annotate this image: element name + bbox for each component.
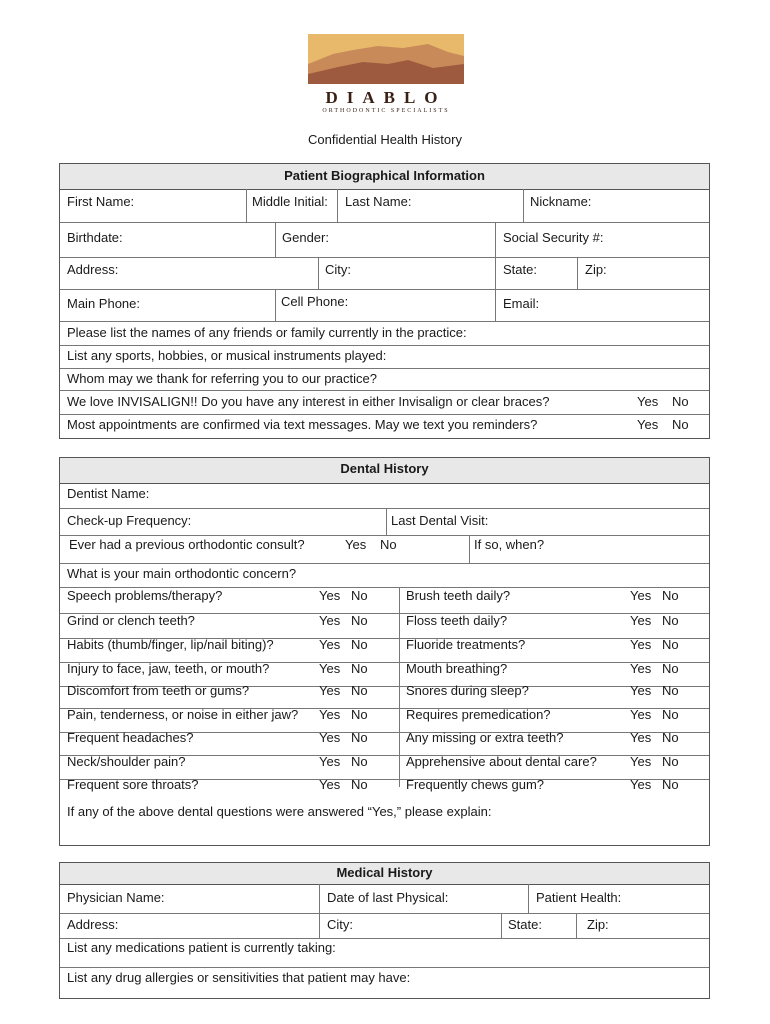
patient-health-field[interactable]: Patient Health: <box>536 890 622 905</box>
dental-left-yes[interactable]: Yes <box>319 637 341 652</box>
dental-right-yes[interactable]: Yes <box>630 707 652 722</box>
dental-right-no[interactable]: No <box>662 588 679 603</box>
prev-consult-question: Ever had a previous orthodontic consult? <box>69 537 305 552</box>
dental-question-right: Apprehensive about dental care? <box>406 754 597 769</box>
medical-header: Medical History <box>60 863 709 885</box>
cell-phone-field[interactable]: Cell Phone: <box>281 294 349 309</box>
dental-right-no[interactable]: No <box>662 754 679 769</box>
dental-header: Dental History <box>60 458 709 484</box>
state-field[interactable]: State: <box>503 262 537 277</box>
address-field[interactable]: Address: <box>67 262 119 277</box>
prev-consult-no[interactable]: No <box>380 537 397 552</box>
dental-left-no[interactable]: No <box>351 661 368 676</box>
bio-header: Patient Biographical Information <box>60 164 709 190</box>
dental-question-right: Fluoride treatments? <box>406 637 526 652</box>
invisalign-no[interactable]: No <box>672 394 689 409</box>
dental-left-no[interactable]: No <box>351 613 368 628</box>
middle-initial-field[interactable]: Middle Initial: <box>252 194 328 209</box>
dental-right-yes[interactable]: Yes <box>630 661 652 676</box>
dental-left-yes[interactable]: Yes <box>319 588 341 603</box>
dental-left-yes[interactable]: Yes <box>319 613 341 628</box>
dental-question-left: Neck/shoulder pain? <box>67 754 186 769</box>
dental-question-right: Any missing or extra teeth? <box>406 730 564 745</box>
dental-right-yes[interactable]: Yes <box>630 637 652 652</box>
dental-right-yes[interactable]: Yes <box>630 754 652 769</box>
zip-field[interactable]: Zip: <box>585 262 607 277</box>
dental-right-no[interactable]: No <box>662 613 679 628</box>
dental-left-yes[interactable]: Yes <box>319 661 341 676</box>
dental-right-yes[interactable]: Yes <box>630 730 652 745</box>
dental-question-right: Requires premedication? <box>406 707 551 722</box>
text-msg-no[interactable]: No <box>672 417 689 432</box>
dental-right-no[interactable]: No <box>662 707 679 722</box>
text-msg-yes[interactable]: Yes <box>637 417 659 432</box>
dental-left-no[interactable]: No <box>351 730 368 745</box>
dental-left-no[interactable]: No <box>351 588 368 603</box>
explain-field[interactable]: If any of the above dental questions were answered “Yes,” please explain: <box>67 804 492 819</box>
gender-field[interactable]: Gender: <box>282 230 329 245</box>
referral-field[interactable]: Whom may we thank for referring you to our practice? <box>67 371 377 386</box>
dentist-name-field[interactable]: Dentist Name: <box>67 486 150 501</box>
dental-left-yes[interactable]: Yes <box>319 707 341 722</box>
last-name-field[interactable]: Last Name: <box>345 194 412 209</box>
dental-right-no[interactable]: No <box>662 683 679 698</box>
last-physical-field[interactable]: Date of last Physical: <box>327 890 449 905</box>
dental-question-right: Mouth breathing? <box>406 661 508 676</box>
city-field[interactable]: City: <box>325 262 351 277</box>
dental-question-right: Floss teeth daily? <box>406 613 508 628</box>
checkup-frequency-field[interactable]: Check-up Frequency: <box>67 513 192 528</box>
ssn-field[interactable]: Social Security #: <box>503 230 604 245</box>
dental-history-section <box>59 457 710 846</box>
medical-city-field[interactable]: City: <box>327 917 353 932</box>
dental-right-yes[interactable]: Yes <box>630 613 652 628</box>
medical-address-field[interactable]: Address: <box>67 917 119 932</box>
dental-right-no[interactable]: No <box>662 777 679 792</box>
logo-image <box>308 34 464 84</box>
medical-zip-field[interactable]: Zip: <box>587 917 609 932</box>
medical-state-field[interactable]: State: <box>508 917 542 932</box>
sports-field[interactable]: List any sports, hobbies, or musical instruments played: <box>67 348 387 363</box>
dental-question-left: Pain, tenderness, or noise in either jaw? <box>67 707 299 722</box>
friends-field[interactable]: Please list the names of any friends or family currently in the practice: <box>67 325 467 340</box>
dental-question-left: Discomfort from teeth or gums? <box>67 683 250 698</box>
dental-question-right: Frequently chews gum? <box>406 777 545 792</box>
birthdate-field[interactable]: Birthdate: <box>67 230 123 245</box>
dental-right-no[interactable]: No <box>662 730 679 745</box>
dental-question-left: Frequent headaches? <box>67 730 194 745</box>
mountain-logo-icon <box>308 34 464 84</box>
brand-name: DIABLO <box>325 88 447 107</box>
dental-left-no[interactable]: No <box>351 707 368 722</box>
invisalign-question: We love INVISALIGN!! Do you have any interest in either Invisalign or clear braces? <box>67 394 550 409</box>
dental-question-left: Grind or clench teeth? <box>67 613 195 628</box>
dental-left-yes[interactable]: Yes <box>319 730 341 745</box>
main-concern-field[interactable]: What is your main orthodontic concern? <box>67 566 297 581</box>
last-visit-field[interactable]: Last Dental Visit: <box>391 513 489 528</box>
dental-left-no[interactable]: No <box>351 754 368 769</box>
dental-left-yes[interactable]: Yes <box>319 683 341 698</box>
prev-consult-yes[interactable]: Yes <box>345 537 367 552</box>
dental-left-yes[interactable]: Yes <box>319 754 341 769</box>
nickname-field[interactable]: Nickname: <box>530 194 592 209</box>
dental-question-right: Snores during sleep? <box>406 683 529 698</box>
patient-bio-section <box>59 163 710 439</box>
dental-right-no[interactable]: No <box>662 637 679 652</box>
dental-left-yes[interactable]: Yes <box>319 777 341 792</box>
dental-right-no[interactable]: No <box>662 661 679 676</box>
medications-field[interactable]: List any medications patient is currently taking: <box>67 940 336 955</box>
dental-right-yes[interactable]: Yes <box>630 588 652 603</box>
allergies-field[interactable]: List any drug allergies or sensitivities that patient may have: <box>67 970 411 985</box>
medical-history-section <box>59 862 710 999</box>
invisalign-yes[interactable]: Yes <box>637 394 659 409</box>
text-msg-question: Most appointments are confirmed via text messages. May we text you reminders? <box>67 417 538 432</box>
brand-tagline: ORTHODONTIC SPECIALISTS <box>322 108 450 114</box>
physician-name-field[interactable]: Physician Name: <box>67 890 165 905</box>
if-so-when-field[interactable]: If so, when? <box>474 537 545 552</box>
email-field[interactable]: Email: <box>503 296 540 311</box>
dental-question-left: Habits (thumb/finger, lip/nail biting)? <box>67 637 274 652</box>
dental-question-left: Frequent sore throats? <box>67 777 199 792</box>
page-title: Confidential Health History <box>308 132 462 147</box>
dental-right-yes[interactable]: Yes <box>630 683 652 698</box>
dental-left-no[interactable]: No <box>351 777 368 792</box>
dental-question-left: Injury to face, jaw, teeth, or mouth? <box>67 661 270 676</box>
main-phone-field[interactable]: Main Phone: <box>67 296 140 311</box>
dental-question-right: Brush teeth daily? <box>406 588 511 603</box>
dental-right-yes[interactable]: Yes <box>630 777 652 792</box>
dental-left-no[interactable]: No <box>351 683 368 698</box>
dental-question-left: Speech problems/therapy? <box>67 588 223 603</box>
dental-left-no[interactable]: No <box>351 637 368 652</box>
first-name-field[interactable]: First Name: <box>67 194 135 209</box>
